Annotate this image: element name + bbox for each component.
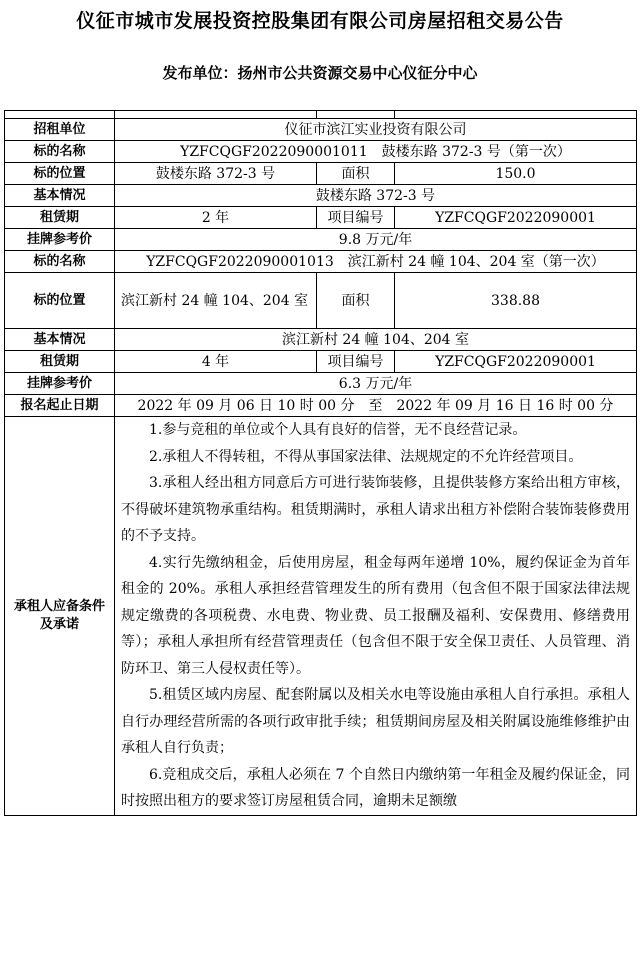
lot1-basic-value: 鼓楼东路 372-3 号 [115, 185, 637, 207]
lot1-location-row [5, 163, 637, 185]
lease-notice-table [4, 110, 637, 816]
lot1-price-row [5, 229, 637, 251]
term-item: 2.承租人不得转租，不得从事国家法律、法规规定的不允许经营项目。 [149, 448, 583, 465]
lessor-value: 仪征市滨江实业投资有限公司 [115, 119, 637, 141]
lot1-name-row [5, 141, 637, 163]
term-item: 1.参与竞租的单位或个人具有良好的信誉，无不良经营记录。 [149, 422, 527, 438]
lot1-price-label: 挂牌参考价 [5, 229, 115, 251]
lot1-project-no-value: YZFCQGF2022090001 [395, 207, 637, 229]
lot1-period-label: 租赁期 [5, 207, 115, 229]
lot2-price-label: 挂牌参考价 [5, 373, 115, 395]
lot2-area-label: 面积 [317, 273, 395, 329]
lot1-period-value: 2 年 [115, 207, 317, 229]
terms-label-line1: 承租人应备条件 [13, 598, 105, 614]
term-item: 4.实行先缴纳租金，后使用房屋，租金每两年递增 10%，履约保证金为首年租金的 20%。承租人承担经营管理发生的所有费用（包含但不限于国家法律法规规定缴费的各项税费、水电费、物业费、员工报酬及福利、安保费用、修缮费用等）；承租人承担所有经营管理责任（包含但不限于安全保卫责任、人员管理、消防环卫、第三人侵权责任等）。 [121, 554, 630, 677]
lot2-name-value: YZFCQGF2022090001013 滨江新村 24 幢 104、204 室（第一次） [115, 251, 637, 273]
publisher-line: 发布单位：扬州市公共资源交易中心仪征分中心 [162, 64, 478, 82]
registration-dates-label: 报名起止日期 [5, 395, 115, 417]
lot1-area-value: 150.0 [395, 163, 637, 185]
lot1-location-label: 标的位置 [5, 163, 115, 185]
lot2-period-label: 租赁期 [5, 351, 115, 373]
lot2-price-row [5, 373, 637, 395]
spacer-row [5, 111, 637, 119]
lot2-area-value: 338.88 [395, 273, 637, 329]
terms-label-line2: 及承诺 [39, 616, 79, 632]
lot1-name-value: YZFCQGF2022090001011 鼓楼东路 372-3 号（第一次） [115, 141, 637, 163]
lot2-basic-row [5, 329, 637, 351]
lot2-location-label: 标的位置 [5, 273, 115, 329]
lot1-basic-label: 基本情况 [5, 185, 115, 207]
lot2-period-row [5, 351, 637, 373]
lot2-project-no-value: YZFCQGF2022090001 [395, 351, 637, 373]
terms-row [5, 417, 637, 816]
lot1-project-no-label: 项目编号 [317, 207, 395, 229]
page-title: 仪征市城市发展投资控股集团有限公司房屋招租交易公告 [76, 10, 564, 32]
term-item: 5.租赁区域内房屋、配套附属以及相关水电等设施由承租人自行承担。承租人自行办理经营所需的各项行政审批手续；租赁期间房屋及相关附属设施维修维护由承租人自行负责； [121, 687, 630, 756]
terms-label [5, 417, 115, 816]
lot2-project-no-label: 项目编号 [317, 351, 395, 373]
lot2-price-value: 6.3 万元/年 [115, 373, 637, 395]
registration-dates-row [5, 395, 637, 417]
lot1-name-label: 标的名称 [5, 141, 115, 163]
term-item: 3.承租人经出租方同意后方可进行装饰装修，且提供装修方案给出租方审核，不得破坏建筑物承重结构。租赁期满时，承租人请求出租方补偿附合装饰装修费用的不予支持。 [121, 475, 630, 544]
lot1-period-row [5, 207, 637, 229]
lot2-basic-label: 基本情况 [5, 329, 115, 351]
lessor-label: 招租单位 [5, 119, 115, 141]
term-item: 6.竞租成交后，承租人必须在 7 个自然日内缴纳第一年租金及履约保证金，同时按照出租方的要求签订房屋租赁合同，逾期未足额缴 [121, 766, 630, 809]
lot2-basic-value: 滨江新村 24 幢 104、204 室 [115, 329, 637, 351]
lot2-period-value: 4 年 [115, 351, 317, 373]
lot2-name-row [5, 251, 637, 273]
lot2-name-label: 标的名称 [5, 251, 115, 273]
registration-dates-value: 2022 年 09 月 06 日 10 时 00 分 至 2022 年 09 月 16 日 16 时 00 分 [115, 395, 637, 417]
terms-content [115, 417, 637, 816]
lot1-price-value: 9.8 万元/年 [115, 229, 637, 251]
lot2-location-row [5, 273, 637, 329]
lot2-location-value: 滨江新村 24 幢 104、204 室 [115, 273, 317, 329]
lessor-row [5, 119, 637, 141]
lot1-location-value: 鼓楼东路 372-3 号 [115, 163, 317, 185]
lot1-area-label: 面积 [317, 163, 395, 185]
lot1-basic-row [5, 185, 637, 207]
